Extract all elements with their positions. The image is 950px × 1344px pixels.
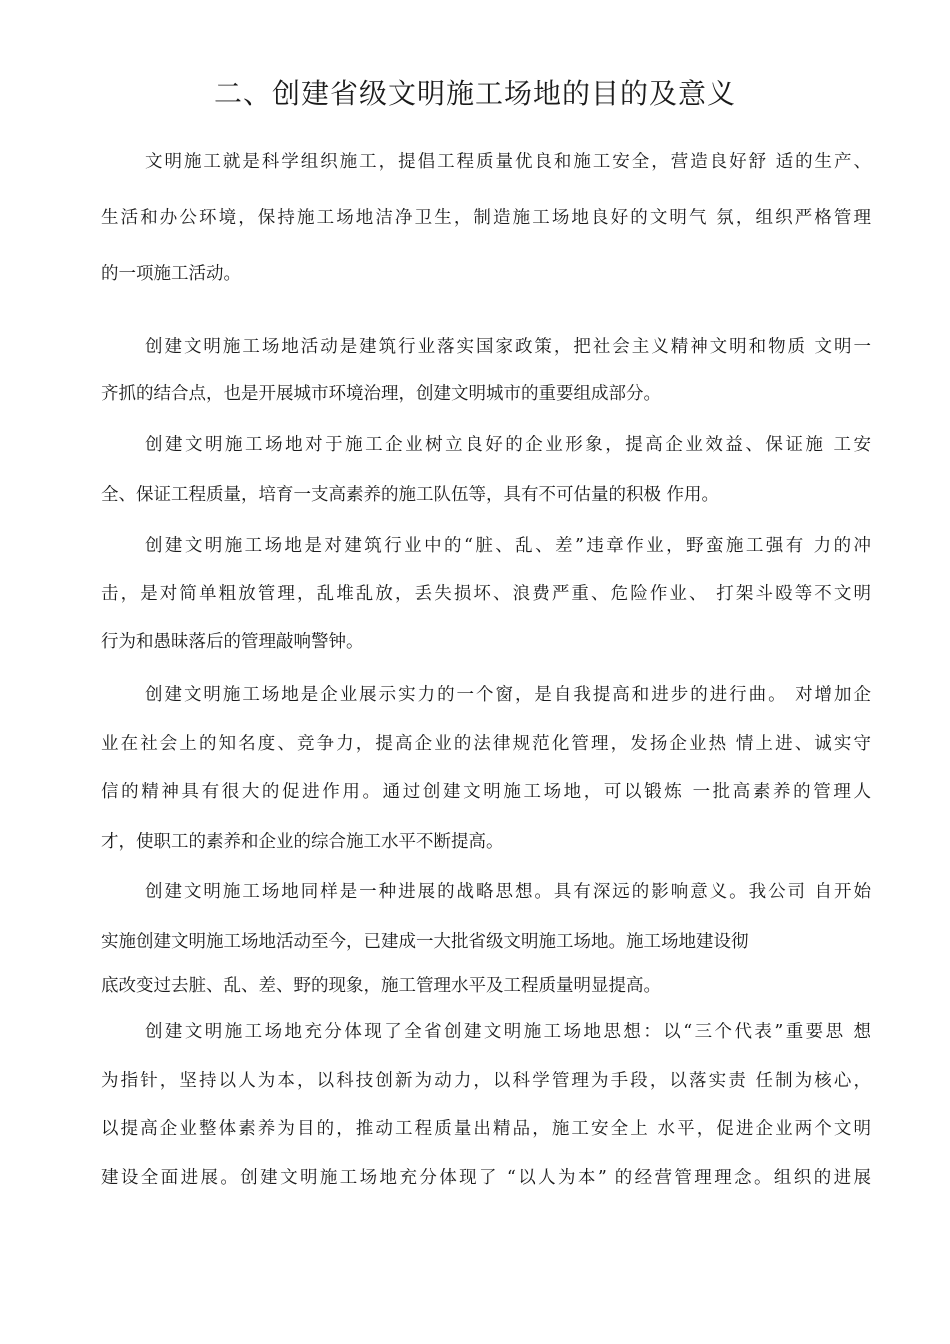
paragraph-line: 为指针，坚持以人为本，以科技创新为动力，以科学管理为手段，以落实责 任制为核心， (101, 1071, 871, 1091)
paragraph-line: 创建文明施工场地是企业展示实力的一个窗，是自我提高和进步的进行曲。 对增加企 (145, 685, 871, 705)
paragraph-line: 建设全面进展。创建文明施工场地充分体现了 “以人为本” 的经营管理理念。组织的进展 (101, 1168, 871, 1188)
paragraph-line: 创建文明施工场地是对建筑行业中的“脏、乱、差”违章作业，野蛮施工强有 力的冲 (145, 536, 871, 556)
paragraph-line: 创建文明施工场地充分体现了全省创建文明施工场地思想：以“三个代表”重要思 想 (145, 1022, 872, 1042)
paragraph-line: 创建文明施工场地活动是建筑行业落实国家政策，把社会主义精神文明和物质 文明一 (145, 337, 871, 357)
paragraph-line: 行为和愚昧落后的管理敲响警钟。 (101, 632, 364, 652)
paragraph-line: 信的精神具有很大的促进作用。通过创建文明施工场地，可以锻炼 一批高素养的管理人 (101, 782, 871, 802)
paragraph-line: 文明施工就是科学组织施工，提倡工程质量优良和施工安全，营造良好舒 适的生产、 (145, 152, 871, 172)
paragraph-line: 全、保证工程质量，培育一支高素养的施工队伍等，具有不可估量的积极 作用。 (101, 485, 720, 505)
paragraph-line: 才，使职工的素养和企业的综合施工水平不断提高。 (101, 832, 504, 852)
paragraph-line: 齐抓的结合点，也是开展城市环境治理，创建文明城市的重要组成部分。 (101, 384, 661, 404)
paragraph-line: 实施创建文明施工场地活动至今，已建成一大批省级文明施工场地。施工场地建设彻 (101, 932, 749, 952)
paragraph-line: 击，是对简单粗放管理，乱堆乱放，丢失损坏、浪费严重、危险作业、 打架斗殴等不文明 (101, 584, 871, 604)
paragraph-line: 创建文明施工场地对于施工企业树立良好的企业形象，提高企业效益、保证施 工安 (145, 435, 871, 455)
paragraph-line: 创建文明施工场地同样是一种进展的战略思想。具有深远的影响意义。我公司 自开始 (145, 882, 871, 902)
paragraph-line: 底改变过去脏、乱、差、野的现象，施工管理水平及工程质量明显提高。 (101, 976, 661, 996)
paragraph-line: 业在社会上的知名度、竞争力，提高企业的法律规范化管理，发扬企业热 情上进、诚实守 (101, 734, 871, 754)
paragraph-line: 生活和办公环境，保持施工场地洁净卫生，制造施工场地良好的文明气 氛，组织严格管理 (101, 208, 871, 228)
paragraph-line: 以提高企业整体素养为目的，推动工程质量出精品，施工安全上 水平，促进企业两个文明 (101, 1119, 871, 1139)
page-title: 二、创建省级文明施工场地的目的及意义 (213, 77, 736, 110)
paragraph-line: 的一项施工活动。 (101, 264, 241, 284)
